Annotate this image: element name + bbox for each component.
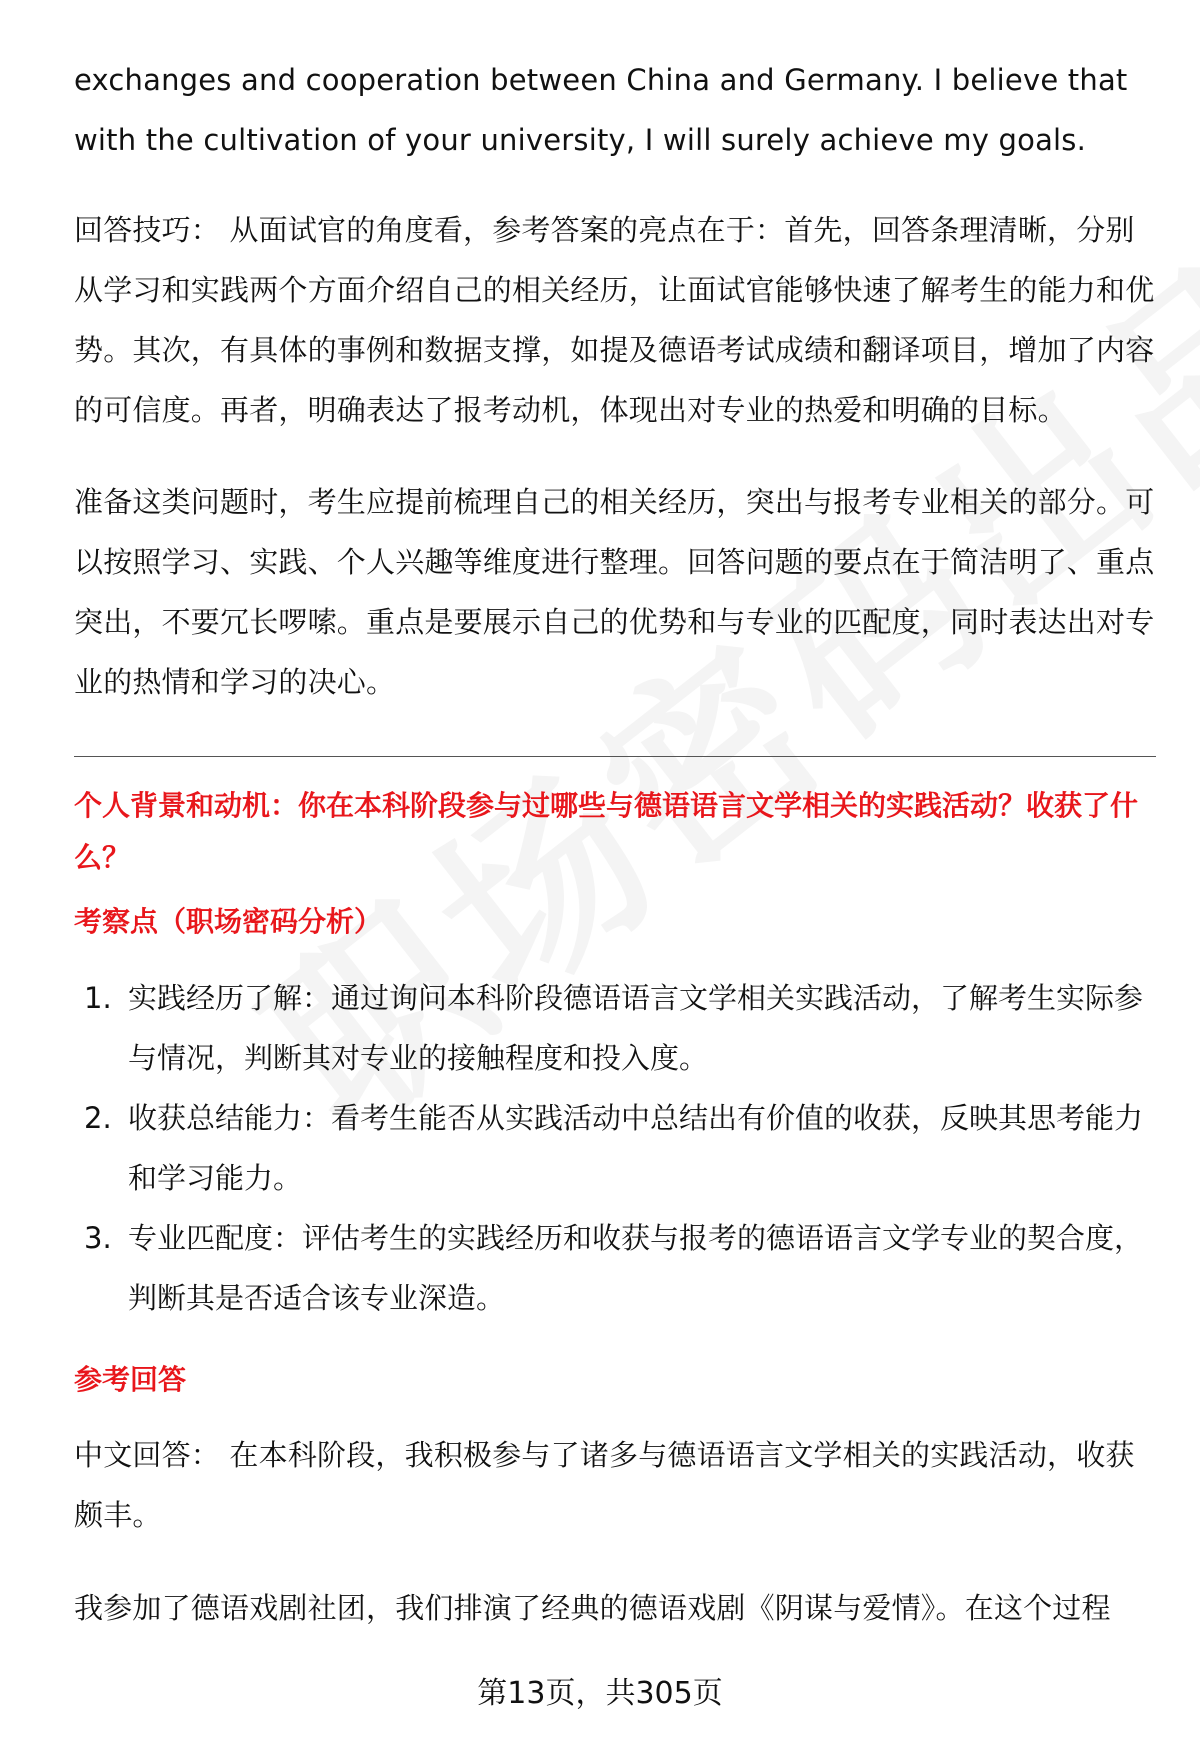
page-footer: 第13页，共305页 bbox=[477, 1676, 723, 1711]
list-item-text: 收获总结能力：看考生能否从实践活动中总结出有价值的收获，反映其思考能力和学习能力。 bbox=[128, 1101, 1144, 1195]
english-paragraph: exchanges and cooperation between China and Germany. I believe that with the cultivation of your university, I will surely achieve my goals. bbox=[74, 63, 1128, 157]
chinese-answer-paragraph: 中文回答： 在本科阶段，我积极参与了诸多与德语语言文学相关的实践活动，收获颇丰。 bbox=[74, 1438, 1135, 1532]
reference-answer-heading: 参考回答 bbox=[74, 1363, 187, 1396]
list-item bbox=[74, 1208, 1156, 1328]
question-title: 个人背景和动机：你在本科阶段参与过哪些与德语语言文学相关的实践活动？收获了什么？ bbox=[74, 789, 1139, 874]
exam-points-list bbox=[74, 968, 1156, 1328]
list-item bbox=[74, 1088, 1156, 1208]
list-item bbox=[74, 968, 1156, 1088]
list-item-number: 2. bbox=[84, 1101, 112, 1135]
drama-club-paragraph: 我参加了德语戏剧社团，我们排演了经典的德语戏剧《阴谋与爱情》。在这个过程 bbox=[74, 1591, 1111, 1625]
section-divider bbox=[74, 756, 1156, 757]
answer-tips-paragraph: 回答技巧： 从面试官的角度看，参考答案的亮点在于：首先，回答条理清晰，分别从学习和实践两个方面介绍自己的相关经历，让面试官能够快速了解考生的能力和优势。其次，有具体的事例和数据支撑，如提及德语考试成绩和翻译项目，增加了内容的可信度。再者，明确表达了报考动机，体现出对专业的热爱和明确的目标。 bbox=[74, 213, 1155, 427]
preparation-paragraph: 准备这类问题时，考生应提前梳理自己的相关经历，突出与报考专业相关的部分。可以按照学习、实践、个人兴趣等维度进行整理。回答问题的要点在于简洁明了、重点突出，不要冗长啰嗦。重点是要展示自己的优势和与专业的匹配度，同时表达出对专业的热情和学习的决心。 bbox=[74, 485, 1155, 699]
exam-points-heading: 考察点（职场密码分析） bbox=[74, 905, 383, 938]
document-page bbox=[74, 0, 1156, 1755]
list-item-text: 专业匹配度：评估考生的实践经历和收获与报考的德语语言文学专业的契合度，判断其是否适合该专业深造。 bbox=[128, 1221, 1144, 1315]
list-item-text: 实践经历了解：通过询问本科阶段德语语言文学相关实践活动，了解考生实际参与情况，判断其对专业的接触程度和投入度。 bbox=[128, 981, 1144, 1075]
list-item-number: 3. bbox=[84, 1221, 112, 1255]
list-item-number: 1. bbox=[84, 981, 112, 1015]
